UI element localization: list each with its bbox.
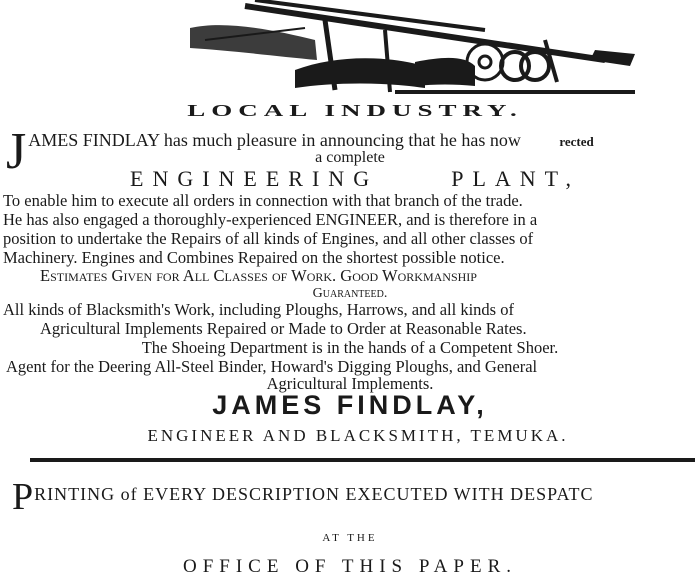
body-line: To enable him to execute all orders in connection with that branch of the trade.	[3, 191, 523, 210]
printing-text: RINTING of EVERY DESCRIPTION EXECUTED WITH DESPATC	[34, 484, 594, 504]
agent-tail-line: Agricultural Implements.	[266, 374, 434, 393]
blacksmith-line: All kinds of Blacksmith's Work, including Ploughs, Harrows, and all kinds of	[3, 300, 514, 319]
intro-tail: rected	[559, 134, 594, 149]
drop-cap: J	[6, 123, 27, 180]
engineering-plant-line	[130, 166, 580, 192]
printing-drop-cap: P	[12, 476, 35, 518]
office-line: OFFICE OF THIS PAPER.	[182, 556, 518, 577]
body-line: He has also engaged a thoroughly-experienced ENGINEER, and is therefore in a	[3, 210, 538, 229]
body-line: position to undertake the Repairs of all kinds of Engines, and all other classes of	[3, 229, 534, 248]
advertiser-trade: ENGINEER AND BLACKSMITH, TEMUKA.	[147, 426, 569, 445]
complete-line: a complete	[315, 149, 385, 166]
estimates-line: Estimates Given for All Classes of Work. Good Workmanship	[40, 266, 477, 285]
advertiser-name: JAMES FINDLAY,	[212, 390, 488, 420]
plant-word-1: ENGINEERING	[130, 166, 379, 191]
divider-rule	[30, 458, 695, 462]
guaranteed-line: Guaranteed.	[312, 286, 388, 301]
advert-heading: LOCAL INDUSTRY.	[187, 101, 523, 120]
printing-line	[12, 476, 594, 518]
shoeing-line: The Shoeing Department is in the hands of a Competent Shoer.	[141, 338, 559, 357]
blacksmith-line: Agricultural Implements Repaired or Made to Order at Reasonable Rates.	[40, 319, 527, 338]
intro-text: AMES FINDLAY has much pleasure in announcing that he has now	[28, 130, 521, 150]
body-line: Machinery. Engines and Combines Repaired on the shortest possible notice.	[3, 248, 505, 267]
plant-word-2: PLANT,	[451, 166, 580, 191]
agent-line: Agent for the Deering All-Steel Binder, Howard's Digging Ploughs, and General	[6, 357, 538, 376]
plough-illustration-icon	[185, 0, 635, 100]
at-the-line: AT THE	[322, 532, 378, 544]
